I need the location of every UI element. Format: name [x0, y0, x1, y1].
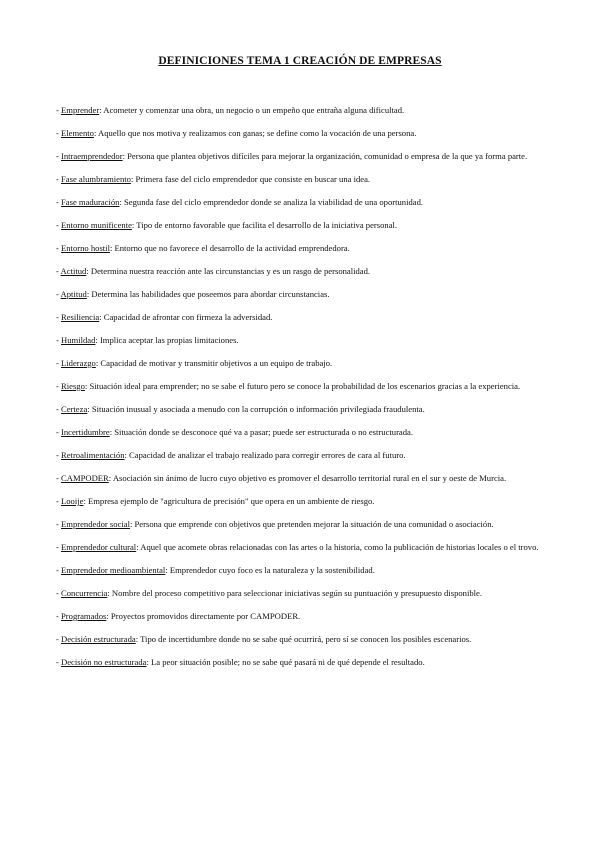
- definition-item: [56, 472, 544, 484]
- bullet-dash: -: [56, 128, 62, 138]
- bullet-dash: -: [56, 473, 62, 483]
- definition-term: Resiliencia: [61, 312, 100, 322]
- definition-text: Situación ideal para emprender; no se sabe el futuro pero se conoce la probabilidad de los escenarios gracias a la experiencia.: [89, 381, 521, 391]
- definition-term: Concurrencia: [61, 588, 108, 598]
- bullet-dash: -: [56, 335, 62, 345]
- definition-text: Asociación sin ánimo de lucro cuyo objetivo es promover el desarrollo territorial rural en el sur y oeste de Murcia.: [112, 473, 507, 483]
- definition-separator: :: [119, 197, 125, 207]
- definition-term: Emprendedor medioambiental: [61, 565, 166, 575]
- definition-text: Acometer y comenzar una obra, un negocio o un empeño que entraña alguna dificultad.: [103, 105, 405, 115]
- definition-separator: :: [165, 565, 170, 575]
- definition-text: Tipo de entorno favorable que facilita el desarrollo de la iniciativa personal.: [136, 220, 398, 230]
- definition-item: [56, 495, 544, 507]
- definition-separator: :: [106, 611, 111, 621]
- definition-item: [56, 311, 544, 323]
- bullet-dash: -: [56, 266, 61, 276]
- bullet-dash: -: [56, 611, 62, 621]
- definition-term: Looije: [61, 496, 84, 506]
- bullet-dash: -: [56, 588, 62, 598]
- definition-separator: :: [86, 266, 91, 276]
- definition-term: Programados: [61, 611, 107, 621]
- definition-item: [56, 587, 544, 599]
- definition-text: Persona que plantea objetivos difíciles para mejorar la organización, comunidad o empresa de la que ya forma parte.: [127, 151, 528, 161]
- definition-term: Incertidumbre: [61, 427, 110, 437]
- definition-separator: :: [109, 243, 115, 253]
- definition-text: Nombre del proceso competitivo para seleccionar iniciativas según su puntuación y presupuesto disponible.: [111, 588, 483, 598]
- definition-term: Emprender: [61, 105, 100, 115]
- bullet-dash: -: [56, 565, 62, 575]
- definition-text: Persona que emprende con objetivos que pretenden mejorar la situación de una comunidad o asociación.: [134, 519, 494, 529]
- definition-term: Emprendedor social: [61, 519, 130, 529]
- bullet-dash: -: [56, 404, 62, 414]
- bullet-dash: -: [56, 381, 62, 391]
- definition-text: Determina las habilidades que poseemos para abordar circunstancias.: [91, 289, 330, 299]
- definition-text: Capacidad de afrontar con firmeza la adversidad.: [103, 312, 273, 322]
- definition-term: Humildad: [61, 335, 96, 345]
- definition-separator: :: [130, 174, 136, 184]
- definition-term: Intraemprendedor: [61, 151, 123, 161]
- definition-item: [56, 403, 544, 415]
- bullet-dash: -: [56, 312, 62, 322]
- definition-item: [56, 610, 544, 622]
- bullet-dash: -: [56, 105, 62, 115]
- definition-term: Riesgo: [61, 381, 85, 391]
- definition-text: Implica aceptar las propias limitaciones.: [99, 335, 239, 345]
- definition-text: Capacidad de analizar el trabajo realizado para corregir errores de cara al futuro.: [129, 450, 406, 460]
- definition-separator: :: [83, 496, 88, 506]
- definition-separator: :: [93, 128, 99, 138]
- definition-text: Situación inusual y asociada a menudo con la corrupción o información privilegiada fraudulenta.: [91, 404, 425, 414]
- definition-item: [56, 127, 544, 139]
- definition-separator: :: [84, 381, 90, 391]
- definition-separator: :: [136, 542, 141, 552]
- definition-item: [56, 380, 544, 392]
- bullet-dash: -: [56, 174, 62, 184]
- definition-text: Capacidad de motivar y transmitir objetivos a un equipo de trabajo.: [100, 358, 333, 368]
- definition-term: Emprendedor cultural: [61, 542, 137, 552]
- definition-term: Decisión estructurada: [61, 634, 136, 644]
- bullet-dash: -: [56, 542, 62, 552]
- definition-item: [56, 426, 544, 438]
- definition-separator: :: [129, 519, 135, 529]
- definition-item: [56, 173, 544, 185]
- bullet-dash: -: [56, 197, 62, 207]
- definition-separator: :: [122, 151, 128, 161]
- definition-text: Segunda fase del ciclo emprendedor donde se analiza la viabilidad de una oportunidad.: [124, 197, 424, 207]
- definition-item: [56, 449, 544, 461]
- definition-item: [56, 104, 544, 116]
- definition-item: [56, 656, 544, 668]
- bullet-dash: -: [56, 657, 62, 667]
- definition-separator: :: [107, 588, 112, 598]
- bullet-dash: -: [56, 634, 62, 644]
- definition-separator: :: [124, 450, 130, 460]
- bullet-dash: -: [56, 427, 62, 437]
- definition-text: Aquello que nos motiva y realizamos con ganas; se define como la vocación de una persona.: [98, 128, 417, 138]
- definition-text: Emprendedor cuyo foco es la naturaleza y la sostenibilidad.: [169, 565, 375, 575]
- definition-text: Determina nuestra reacción ante las circunstancias y es un rasgo de personalidad.: [90, 266, 371, 276]
- definition-term: Actitud: [60, 266, 87, 276]
- definition-separator: :: [86, 289, 92, 299]
- definition-separator: :: [99, 105, 104, 115]
- definition-item: [56, 219, 544, 231]
- bullet-dash: -: [56, 519, 62, 529]
- definition-separator: :: [108, 473, 113, 483]
- definition-separator: :: [95, 358, 101, 368]
- definition-item: [56, 242, 544, 254]
- definition-term: Liderazgo: [61, 358, 96, 368]
- definition-item: [56, 288, 544, 300]
- bullet-dash: -: [56, 496, 62, 506]
- definition-separator: :: [135, 634, 141, 644]
- definition-term: Elemento: [61, 128, 94, 138]
- definition-separator: :: [99, 312, 104, 322]
- definition-separator: :: [146, 657, 151, 667]
- definition-term: Certeza: [61, 404, 88, 414]
- definition-item: [56, 265, 544, 277]
- definition-term: Aptitud: [60, 289, 87, 299]
- definition-term: Fase maduración: [61, 197, 120, 207]
- bullet-dash: -: [56, 243, 62, 253]
- definition-separator: :: [131, 220, 137, 230]
- definition-separator: :: [95, 335, 100, 345]
- bullet-dash: -: [56, 289, 61, 299]
- definition-term: CAMPODER: [61, 473, 109, 483]
- definition-text: Situación donde se desconoce qué va a pasar; puede ser estructurada o no estructurada.: [114, 427, 414, 437]
- definition-term: Fase alumbramiento: [61, 174, 131, 184]
- definition-text: Aquel que acomete obras relacionadas con las artes o la historia, como la publicación de historias locales o el trovo.: [140, 542, 539, 552]
- definition-text: Proyectos promovidos directamente por CAMPODER.: [110, 611, 301, 621]
- definition-item: [56, 518, 544, 530]
- definition-item: [56, 150, 544, 162]
- definition-term: Decisión no estructurada: [61, 657, 147, 667]
- definition-item: [56, 564, 544, 576]
- definition-text: Empresa ejemplo de "agricultura de precisión" que opera en un ambiente de riesgo.: [88, 496, 375, 506]
- definition-text: La peor situación posible; no se sabe qué pasará ni de qué depende el resultado.: [151, 657, 425, 667]
- bullet-dash: -: [56, 358, 62, 368]
- definition-text: Primera fase del ciclo emprendedor que consiste en buscar una idea.: [135, 174, 371, 184]
- definition-text: Entorno que no favorece el desarrollo de la actividad emprendedora.: [114, 243, 350, 253]
- definition-item: [56, 357, 544, 369]
- definition-term: Entorno munificente: [61, 220, 132, 230]
- definition-separator: :: [87, 404, 92, 414]
- bullet-dash: -: [56, 151, 62, 161]
- definition-item: [56, 633, 544, 645]
- bullet-dash: -: [56, 220, 62, 230]
- definition-text: Tipo de incertidumbre donde no se sabe qué ocurrirá, pero sí se conocen los posibles escenarios.: [140, 634, 472, 644]
- page-title: DEFINICIONES TEMA 1 CREACIÓN DE EMPRESAS: [158, 55, 442, 67]
- bullet-dash: -: [56, 450, 62, 460]
- definition-item: [56, 196, 544, 208]
- definition-item: [56, 334, 544, 346]
- definition-term: Entorno hostil: [61, 243, 110, 253]
- definitions-list: [56, 104, 544, 679]
- definition-separator: :: [109, 427, 115, 437]
- definition-term: Retroalimentación: [61, 450, 125, 460]
- definition-item: [56, 541, 544, 553]
